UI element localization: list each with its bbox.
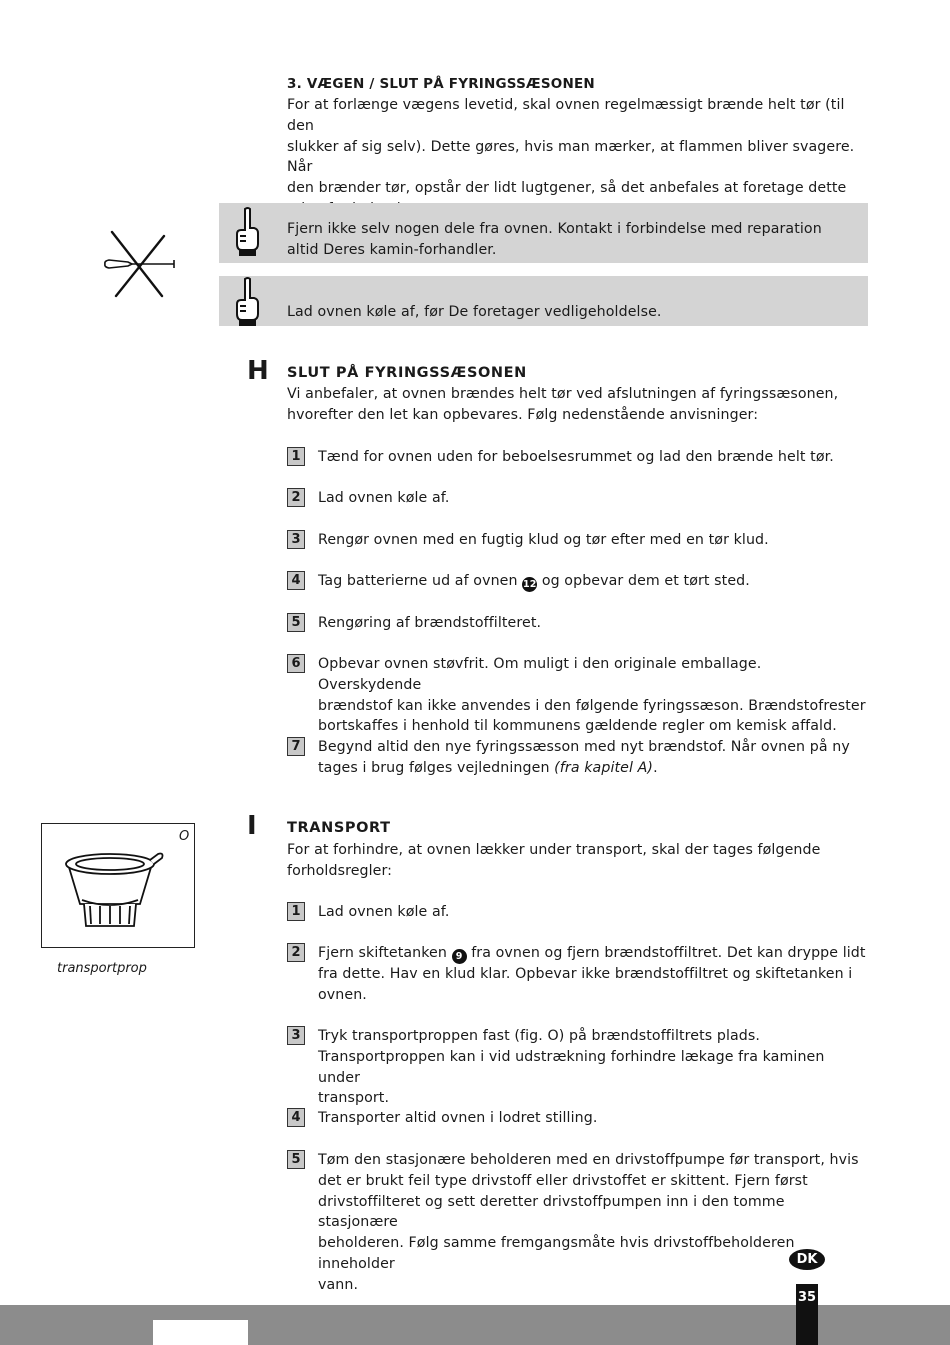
- text-span: .: [653, 759, 658, 776]
- list-item: [318, 613, 868, 634]
- section-3-title: 3. VÆGEN / SLUT PÅ FYRINGSSÆSONEN: [287, 76, 595, 92]
- step-number: 1: [287, 902, 305, 921]
- list-item: [318, 488, 868, 509]
- reference-number-badge: 9: [452, 949, 467, 964]
- figure-transport-plug: [41, 823, 195, 948]
- text-line: Lad ovnen køle af.: [318, 490, 450, 506]
- list-item: [318, 1108, 868, 1129]
- step-number: 1: [287, 447, 305, 466]
- text-line: drivstoffilteret og sett deretter drivstoffpumpen inn i den tomme stasjonære: [318, 1193, 785, 1231]
- figure-caption: transportprop: [57, 961, 147, 976]
- text-line: brændstof kan ikke anvendes i den følgende fyringssæson. Brændstofrester: [318, 697, 866, 714]
- section-letter-h: H: [247, 356, 269, 386]
- step-number: 6: [287, 654, 305, 673]
- text-line: den brænder tør, opstår der lidt lugtgener, så det anbefales at foretage dette: [287, 180, 847, 197]
- footer-label-area: [153, 1320, 248, 1345]
- text-line: det er brukt feil type drivstoff eller drivstoffet er skittent. Fjern først: [318, 1172, 808, 1189]
- text-line: Transporter altid ovnen i lodret stilling.: [318, 1110, 598, 1126]
- list-item: [318, 530, 868, 551]
- list-item: [318, 902, 868, 923]
- text-line: Vi anbefaler, at ovnen brændes helt tør ved afslutningen af fyringssæsonen,: [287, 386, 839, 402]
- list-item: [318, 737, 868, 779]
- section-3-body: [287, 95, 872, 220]
- text-line: fra dette. Hav en klud klar. Opbevar ikke brændstoffiltret og skiftetanken i: [318, 966, 853, 982]
- list-item: [318, 1150, 868, 1296]
- step-number: 5: [287, 613, 305, 632]
- step-number: 2: [287, 943, 305, 962]
- no-screwdriver-icon: [100, 228, 182, 300]
- step-number: 4: [287, 571, 305, 590]
- language-badge: DK: [789, 1249, 825, 1270]
- text-line: [318, 943, 868, 964]
- text-span: Fjern skiftetanken: [318, 945, 452, 961]
- section-h-intro: [287, 384, 872, 426]
- text-line: Begynd altid den nye fyringssæsson med nyt brændstof. Når ovnen på ny: [318, 739, 850, 755]
- text-line: Tryk transportproppen fast (fig. O) på brændstoffiltrets plads.: [318, 1028, 761, 1044]
- text-line: Lad ovnen køle af.: [318, 904, 450, 920]
- section-letter-i: I: [247, 811, 257, 841]
- section-h-title: SLUT PÅ FYRINGSSÆSONEN: [287, 365, 527, 381]
- page-number: 35: [797, 1290, 817, 1305]
- section-i-intro: [287, 840, 872, 882]
- section-i-title: TRANSPORT: [287, 820, 391, 836]
- text-line: hvorefter den let kan opbevares. Følg nedenstående anvisninger:: [287, 406, 759, 423]
- text-line: altid Deres kamin-forhandler.: [287, 241, 497, 258]
- text-line: For at forhindre, at ovnen lækker under transport, skal der tages følgende: [287, 842, 821, 858]
- text-span: tages i brug følges vejledningen: [318, 759, 555, 776]
- text-line: slukker af sig selv). Dette gøres, hvis man mærker, at flammen bliver svagere. Når: [287, 138, 855, 176]
- text-span: og opbevar dem et tørt sted.: [537, 573, 750, 589]
- warning-text: [287, 219, 862, 261]
- text-line: beholderen. Følg samme fremgangsmåte hvis drivstoffbeholderen inneholder: [318, 1235, 795, 1272]
- text-line: Opbevar ovnen støvfrit. Om muligt i den originale emballage. Overskydende: [318, 656, 762, 693]
- text-line: For at forlænge vægens levetid, skal ovnen regelmæssigt brænde helt tør (til den: [287, 97, 845, 134]
- step-number: 4: [287, 1108, 305, 1127]
- text-line: forholdsregler:: [287, 862, 393, 879]
- pointing-hand-icon: [232, 276, 262, 328]
- text-line: [318, 758, 868, 779]
- list-item: [318, 1026, 868, 1109]
- list-item: [318, 571, 868, 592]
- text-line: vann.: [318, 1276, 359, 1293]
- transport-plug-icon: [60, 844, 168, 934]
- text-span: fra ovnen og fjern brændstoffiltret. Det kan dryppe lidt: [466, 945, 866, 961]
- text-line: Transportproppen kan i vid udstrækning forhindre lækage fra kaminen under: [318, 1048, 825, 1086]
- pointing-hand-icon: [232, 206, 262, 258]
- step-number: 7: [287, 737, 305, 756]
- figure-label: O: [179, 829, 190, 844]
- text-span: Tag batterierne ud af ovnen: [318, 573, 523, 589]
- warning-text: Lad ovnen køle af, før De foretager vedligeholdelse.: [287, 304, 662, 320]
- list-item: [318, 654, 868, 737]
- text-line: Fjern ikke selv nogen dele fra ovnen. Kontakt i forbindelse med reparation: [287, 221, 822, 237]
- text-line: Tøm den stasjonære beholderen med en drivstoffpumpe før transport, hvis: [318, 1152, 859, 1168]
- step-number: 3: [287, 1026, 305, 1045]
- step-number: 5: [287, 1150, 305, 1169]
- step-number: 2: [287, 488, 305, 507]
- text-line: Rengøring af brændstoffilteret.: [318, 615, 542, 631]
- text-line: Rengør ovnen med en fugtig klud og tør efter med en tør klud.: [318, 532, 769, 548]
- text-line: Tænd for ovnen uden for beboelsesrummet og lad den brænde helt tør.: [318, 449, 834, 465]
- reference-number-badge: 12: [522, 579, 537, 590]
- list-item: [318, 943, 868, 1006]
- italic-reference: (fra kapitel A): [554, 759, 654, 776]
- text-line: transport.: [318, 1090, 390, 1107]
- list-item: [318, 447, 868, 468]
- text-line: bortskaffes i henhold til kommunens gældende regler om kemisk affald.: [318, 718, 837, 735]
- text-line: ovnen.: [318, 986, 367, 1003]
- step-number: 3: [287, 530, 305, 549]
